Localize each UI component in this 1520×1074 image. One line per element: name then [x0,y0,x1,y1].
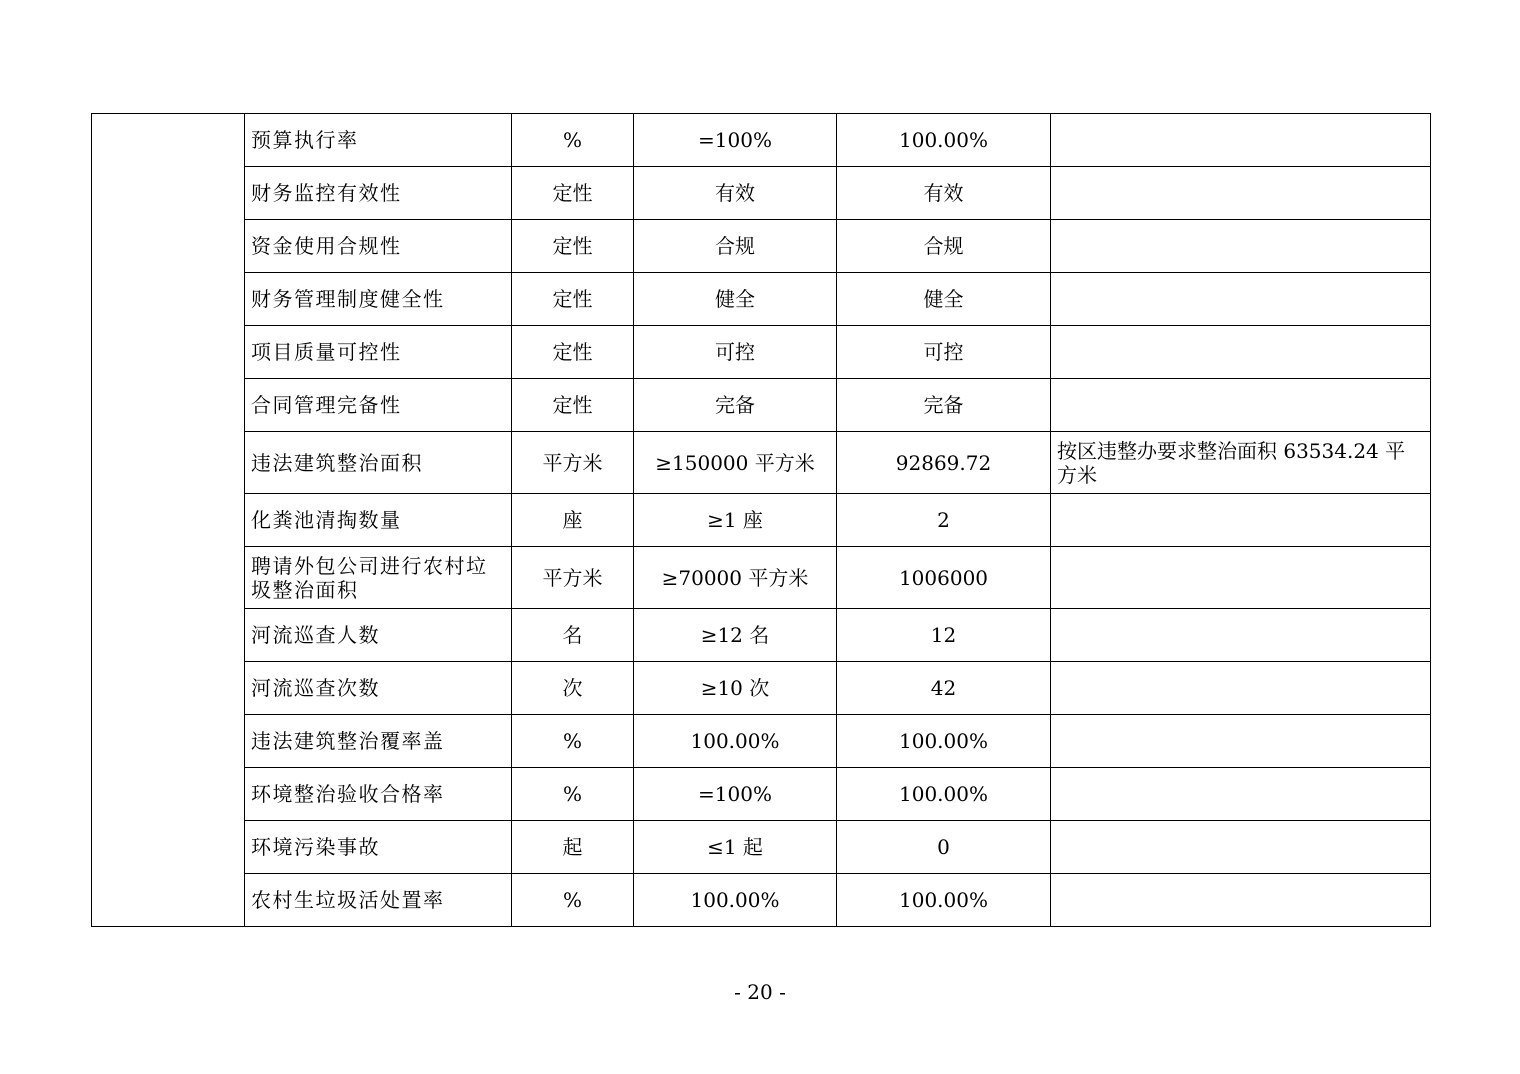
table-row [92,273,1431,326]
indicator-cell: 财务管理制度健全性 [245,273,512,326]
unit-cell: 座 [512,494,634,547]
actual-cell: 有效 [837,167,1051,220]
table-row [92,326,1431,379]
actual-cell: 完备 [837,379,1051,432]
indicator-cell: 项目质量可控性 [245,326,512,379]
table-row [92,220,1431,273]
indicator-cell: 预算执行率 [245,114,512,167]
indicator-cell: 河流巡查人数 [245,609,512,662]
note-cell [1051,273,1431,326]
target-cell: =100% [634,768,837,821]
indicator-cell: 河流巡查次数 [245,662,512,715]
target-cell: ≥1 座 [634,494,837,547]
actual-cell: 0 [837,821,1051,874]
table-row [92,167,1431,220]
unit-cell: 名 [512,609,634,662]
target-cell: 有效 [634,167,837,220]
note-cell [1051,715,1431,768]
target-cell: ≥70000 平方米 [634,547,837,609]
actual-cell: 12 [837,609,1051,662]
note-cell [1051,326,1431,379]
note-cell [1051,609,1431,662]
note-cell [1051,114,1431,167]
target-cell: 完备 [634,379,837,432]
unit-cell: 平方米 [512,547,634,609]
note-cell [1051,220,1431,273]
indicator-cell: 资金使用合规性 [245,220,512,273]
actual-cell: 1006000 [837,547,1051,609]
merged-category-cell [92,114,245,927]
actual-cell: 100.00% [837,715,1051,768]
actual-cell: 2 [837,494,1051,547]
target-cell: ≥150000 平方米 [634,432,837,494]
note-cell [1051,821,1431,874]
note-cell: 按区违整办要求整治面积 63534.24 平方米 [1051,432,1431,494]
indicator-cell: 聘请外包公司进行农村垃圾整治面积 [245,547,512,609]
target-cell: 合规 [634,220,837,273]
indicator-cell: 化粪池清掏数量 [245,494,512,547]
actual-cell: 100.00% [837,874,1051,927]
table-row [92,114,1431,167]
unit-cell: 定性 [512,220,634,273]
table-row [92,432,1431,494]
unit-cell: % [512,715,634,768]
target-cell: 可控 [634,326,837,379]
note-cell [1051,379,1431,432]
table-row [92,715,1431,768]
indicator-cell: 违法建筑整治面积 [245,432,512,494]
unit-cell: % [512,768,634,821]
unit-cell: 次 [512,662,634,715]
note-cell [1051,547,1431,609]
note-cell [1051,874,1431,927]
target-cell: 100.00% [634,874,837,927]
indicator-cell: 环境污染事故 [245,821,512,874]
table-row [92,609,1431,662]
actual-cell: 合规 [837,220,1051,273]
note-cell [1051,494,1431,547]
table-row [92,821,1431,874]
note-cell [1051,768,1431,821]
target-cell: ≥10 次 [634,662,837,715]
unit-cell: % [512,874,634,927]
actual-cell: 42 [837,662,1051,715]
note-cell [1051,167,1431,220]
actual-cell: 92869.72 [837,432,1051,494]
table-row [92,494,1431,547]
actual-cell: 100.00% [837,114,1051,167]
target-cell: ≤1 起 [634,821,837,874]
unit-cell: 定性 [512,273,634,326]
performance-indicator-table [91,113,1431,927]
unit-cell: 定性 [512,326,634,379]
actual-cell: 健全 [837,273,1051,326]
indicator-cell: 合同管理完备性 [245,379,512,432]
indicator-cell: 农村生垃圾活处置率 [245,874,512,927]
unit-cell: 平方米 [512,432,634,494]
actual-cell: 可控 [837,326,1051,379]
table-row [92,874,1431,927]
unit-cell: % [512,114,634,167]
unit-cell: 起 [512,821,634,874]
table-row [92,547,1431,609]
indicator-cell: 环境整治验收合格率 [245,768,512,821]
actual-cell: 100.00% [837,768,1051,821]
table-row [92,662,1431,715]
table-row [92,379,1431,432]
unit-cell: 定性 [512,379,634,432]
target-cell: ≥12 名 [634,609,837,662]
note-cell [1051,662,1431,715]
unit-cell: 定性 [512,167,634,220]
target-cell: 100.00% [634,715,837,768]
table-row [92,768,1431,821]
indicator-cell: 财务监控有效性 [245,167,512,220]
target-cell: 健全 [634,273,837,326]
target-cell: =100% [634,114,837,167]
page-number: - 20 - [734,980,786,1004]
table-body [92,114,1431,927]
indicator-cell: 违法建筑整治覆率盖 [245,715,512,768]
